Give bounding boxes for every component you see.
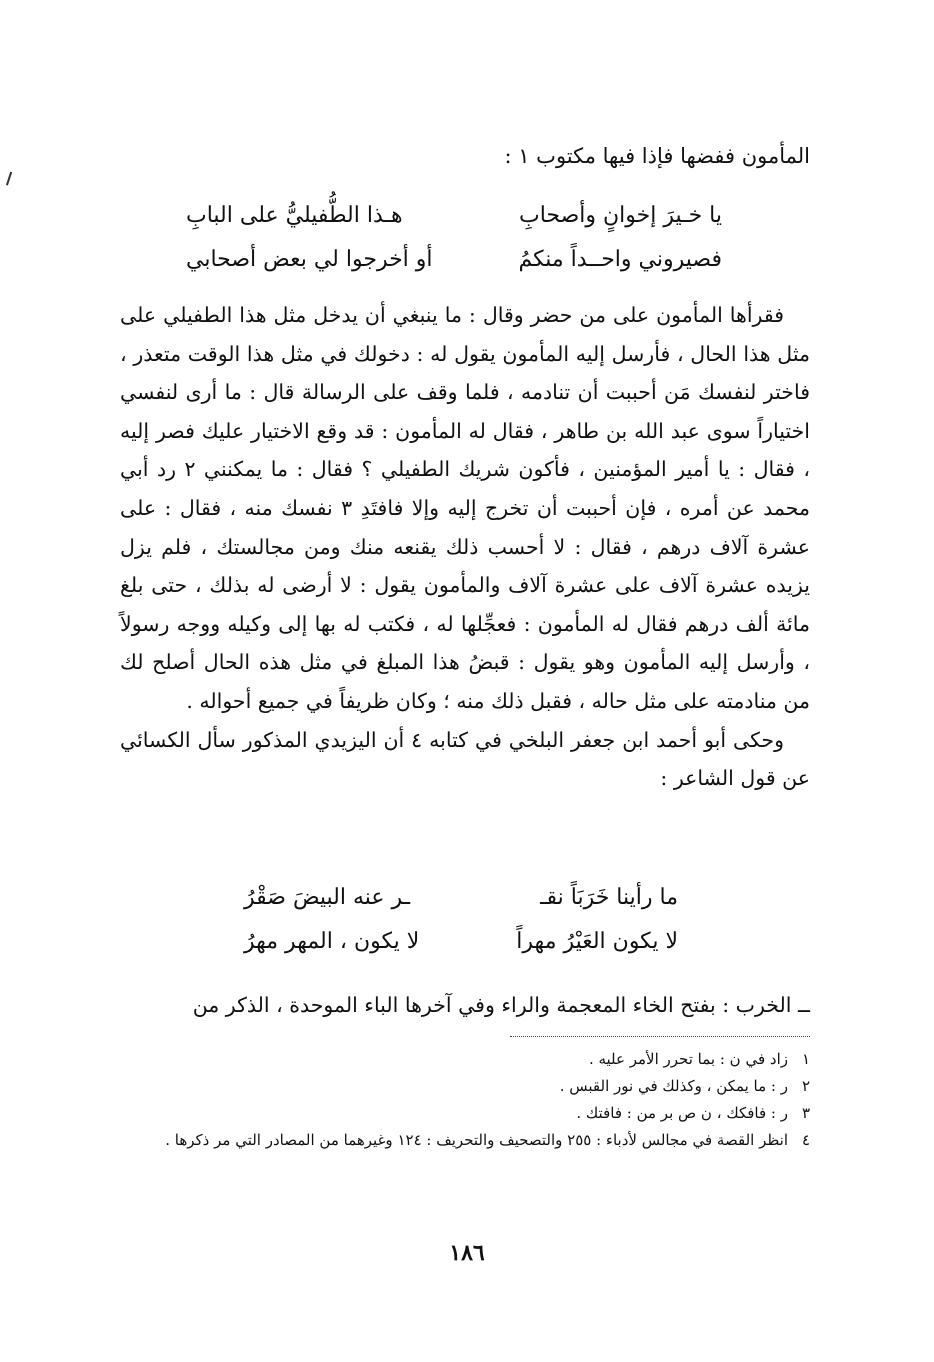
footnote	[120, 1073, 810, 1100]
verse-hemistich-second: هـذا الطُّفيليُّ على البابِ	[186, 203, 403, 228]
margin-mark	[6, 172, 15, 187]
closing-line: ــ الخرب : بفتح الخاء المعجمة والراء وفي آخرها الباء الموحدة ، الذكر من	[192, 993, 810, 1017]
verse-line	[244, 876, 678, 920]
verse-line	[186, 194, 722, 238]
footnote-number: ٢	[801, 1077, 810, 1095]
verse-line	[244, 920, 678, 964]
intro-line: المأمون ففضها فإذا فيها مكتوب ١ :	[504, 144, 810, 168]
footnote-number: ٤	[801, 1131, 810, 1149]
paragraph: وحكى أبو أحمد ابن جعفر البلخي في كتابه ٤ أن اليزيدي المذكور سأل الكسائي عن قول الشاعر :	[120, 727, 810, 791]
footnote-text: انظر القصة في مجالس لأدباء : ٢٥٥ والتصحيف والتحريف : ١٢٤ وغيرهما من المصادر التي مر ذكرها .	[165, 1131, 788, 1149]
verse-hemistich-first: لا يكون العَيْرُ مهراً	[516, 929, 678, 954]
footnote-number: ٣	[801, 1104, 810, 1122]
footnote	[120, 1127, 810, 1154]
paragraph: فقرأها المأمون على من حضر وقال : ما ينبغي أن يدخل مثل هذا الطفيلي على مثل هذا الحال ، فأرسل إليه المأمون يقول له : دخولك في مثل هذا الوقت متعذر ، فاختر لنفسك مَن أحببت أن تنادمه ، فلما وقف على الرسالة قال : ما أرى لنفسي اختياراً سوى عبد الله بن طاهر ، فقال له المأمون : قد وقع الاختيار عليك فصر إليه ، فقال : يا أمير المؤمنين ، فأكون شريك الطفيلي ؟ فقال : ما يمكنني ٢ رد أبي محمد عن أمره ، فإن أحببت أن تخرج إليه وإلا فافتَدِ ٣ نفسك منه ، فقال : على عشرة آلاف درهم ، فقال : لا أحسب ذلك يقنعه منك ومن مجالستك ، فلم يزل يزيده عشرة آلاف على عشرة آلاف والمأمون يقول : لا أرضى له بذلك ، حتى بلغ مائة ألف درهم فقال له المأمون : فعجِّلها له ، فكتب له بها إلى وكيله ووجه رسولاً ، وأرسل إليه المأمون وهو يقول : قبضُ هذا المبلغ في مثل هذه الحال أصلح لك من منادمته على مثل حاله ، فقبل ذلك منه ؛ وكان ظريفاً في جميع أحواله .	[120, 303, 810, 713]
verse-hemistich-second: أو أخرجوا لي بعض أصحابي	[186, 247, 433, 272]
verse-block-2	[244, 876, 678, 964]
footnote-text: ر : فافكك ، ن ص بر من : فافتك .	[576, 1104, 788, 1122]
verse-hemistich-first: ما رأينا خَرَبَاً نقـ	[540, 885, 678, 910]
footnote-text: زاد في ن : بما تحرر الأمر عليه .	[588, 1050, 788, 1068]
footnote-text: ر : ما يمكن ، وكذلك في نور القبس .	[559, 1077, 788, 1095]
footnote-number: ١	[801, 1050, 810, 1068]
verse-block-1	[186, 194, 722, 282]
footnotes	[120, 1046, 810, 1154]
footnote	[120, 1100, 810, 1127]
verse-hemistich-first: فصيروني واحــداً منكمُ	[518, 247, 722, 272]
body-text	[120, 296, 810, 798]
footnote	[120, 1046, 810, 1073]
verse-hemistich-first: يا خـيرَ إخوانٍ وأصحابِ	[518, 203, 722, 228]
verse-line	[186, 238, 722, 282]
verse-hemistich-second: لا يكون ، المهر مهرُ	[244, 929, 420, 954]
page-number: ١٨٦	[449, 1240, 485, 1266]
verse-hemistich-second: ـر عنه البيضَ صَقْرُ	[244, 885, 411, 910]
footnote-divider	[510, 1036, 810, 1037]
